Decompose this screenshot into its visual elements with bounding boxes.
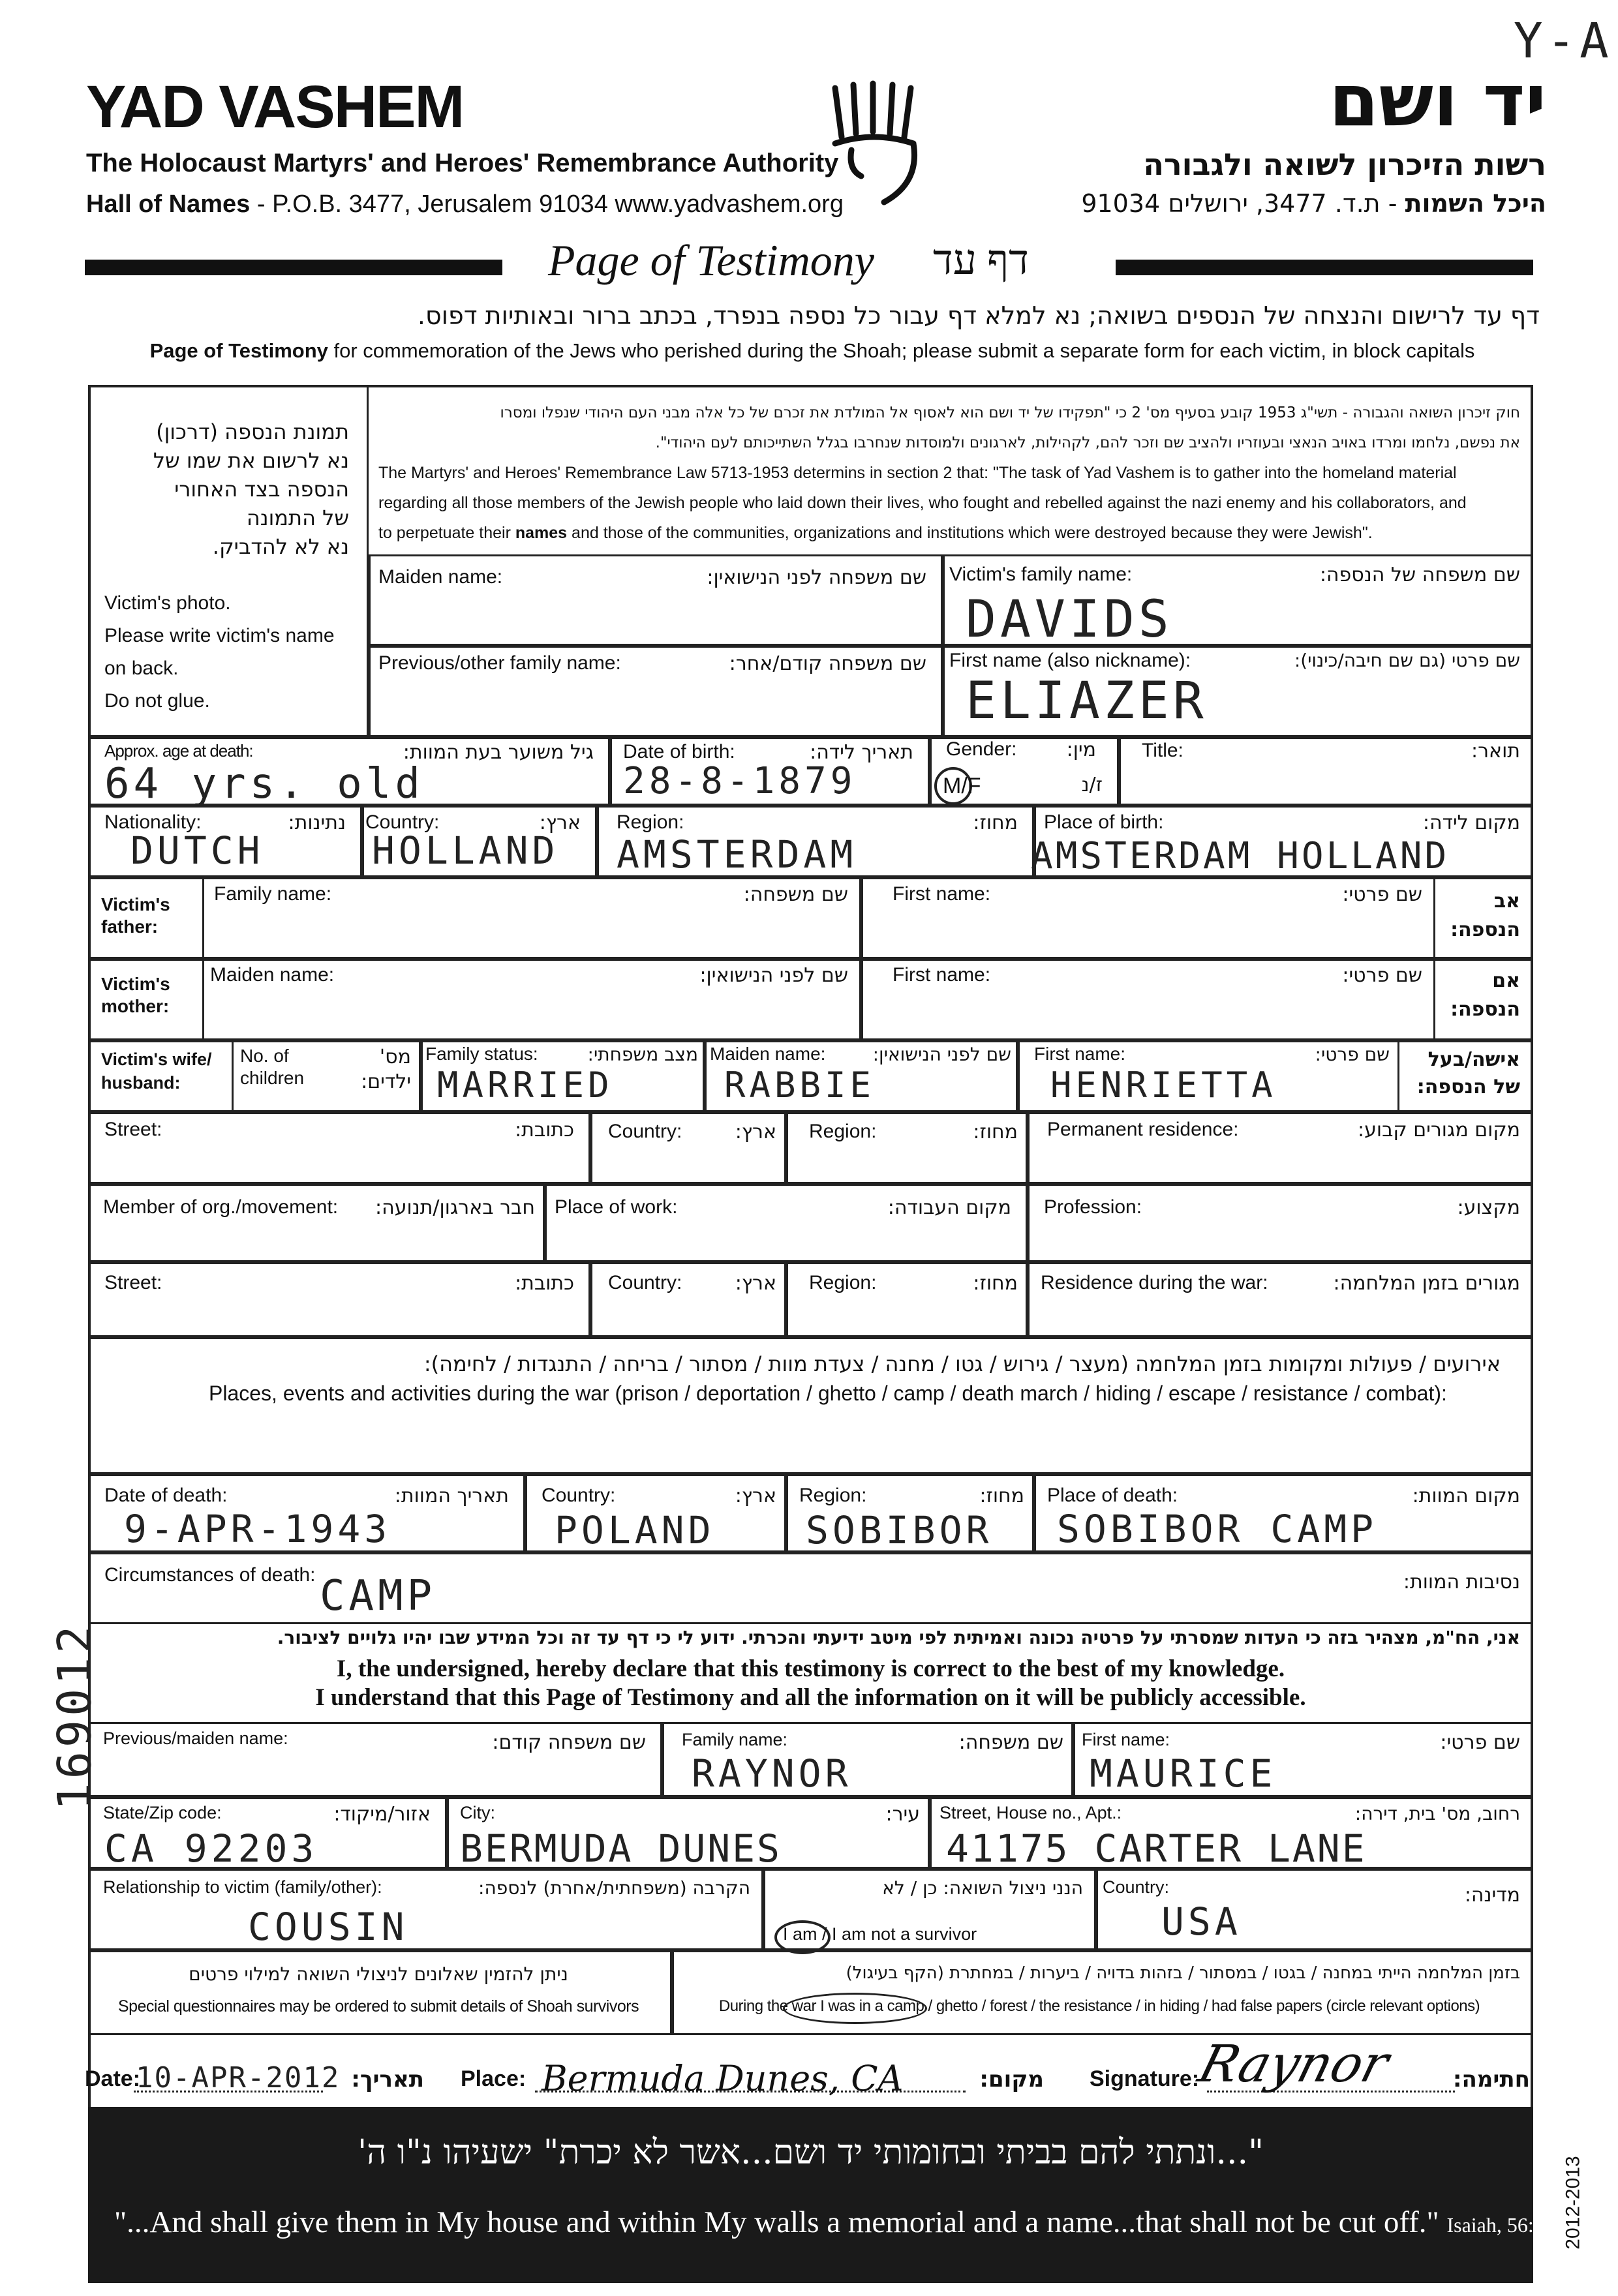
submitter-family-label: Family name:	[682, 1730, 788, 1749]
survivor-heb-label: הנני ניצול השואה: כן / לא	[882, 1877, 1083, 1899]
mother-side-label: Victim's mother:	[101, 974, 170, 1016]
title-rule-right	[1116, 260, 1533, 275]
family-status-heb-label: מצב משפחתי:	[587, 1044, 698, 1065]
war-status-heb: בזמן המלחמה הייתי במחנה / בגטו / במסתור / בזהות בדויה / ביערות / במחתרת (הקף בעיגול)	[846, 1963, 1520, 1983]
yad-vashem-logo-icon	[822, 78, 933, 209]
war-country-heb-label: ארץ:	[735, 1272, 776, 1295]
form-title: Page of Testimony	[548, 235, 874, 285]
country-label: Country:	[365, 811, 440, 833]
title-rule-left	[85, 260, 502, 275]
title-label: Title:	[1142, 740, 1183, 761]
residence-street-label: Street:	[104, 1119, 162, 1140]
place-of-work-heb-label: מקום העבודה:	[887, 1196, 1011, 1219]
family-status-label: Family status:	[425, 1044, 538, 1064]
place-of-death-value: SOBIBOR CAMP	[1057, 1507, 1378, 1551]
photo-en-2: Please write victim's name	[104, 625, 335, 646]
mother-first-heb-label: שם פרטי:	[1342, 964, 1422, 987]
date-of-death-label: Date of death:	[104, 1485, 228, 1506]
war-region-label: Region:	[809, 1272, 877, 1293]
war-events-label: Places, events and activities during the war (prison / deportation / ghetto / camp / death march / hiding / escape / resistance / combat):	[209, 1382, 1447, 1405]
submitter-city-label: City:	[460, 1803, 495, 1822]
circumstances-value: CAMP	[320, 1572, 436, 1620]
submitter-family-heb-label: שם משפחה:	[958, 1731, 1063, 1754]
death-country-label: Country:	[542, 1485, 616, 1506]
profession-heb-label: מקצוע:	[1457, 1196, 1520, 1219]
submitter-city-heb-label: עיר:	[885, 1803, 920, 1826]
spouse-side-label: Victim's wife/ husband:	[101, 1050, 212, 1093]
nationality-value: DUTCH	[130, 828, 264, 873]
mother-maiden-heb-label: שם לפני הנישואין:	[699, 964, 848, 987]
organization-heb-label: חבר בארגון/תנועה:	[375, 1196, 535, 1219]
father-first-label: First name:	[893, 883, 991, 905]
date-value[interactable]: 10-APR-2012	[136, 2061, 341, 2094]
photo-en-3: on back.	[104, 657, 179, 679]
spouse-maiden-heb-label: שם לפני הנישואין:	[872, 1044, 1011, 1065]
organization-label: Member of org./movement:	[103, 1196, 339, 1218]
relationship-value: COUSIN	[248, 1905, 408, 1949]
dob-value: 28-8-1879	[623, 760, 857, 802]
maiden-name-label: Maiden name:	[378, 566, 503, 588]
age-heb-label: גיל משוער בעת המוות:	[403, 741, 594, 764]
photo-heb-2: נא לרשום את שמו של	[153, 448, 349, 473]
place-of-death-label: Place of death:	[1047, 1485, 1178, 1506]
permanent-residence-label: Permanent residence:	[1047, 1119, 1239, 1140]
organization-field[interactable]	[88, 1184, 545, 1262]
father-first-heb-label: שם פרטי:	[1342, 883, 1422, 906]
war-region-heb-label: מחוז:	[973, 1272, 1018, 1295]
signature-label: Signature:	[1090, 2066, 1200, 2091]
intro-text: for commemoration of the Jews who perished during the Shoah; please submit a separate form for each victim, in block capitals	[328, 339, 1475, 362]
submitter-city-value: BERMUDA DUNES	[460, 1826, 782, 1871]
declaration-hebrew: אני, הח"מ, מצהיר בזה כי העדות שמסרתי על פרטיה נכונה ואמיתית לפי מיטב ידיעתי והכרתי. ידוע לי כי דף עד זה וכל המידע שבו יהיו גלויים לציבור.	[277, 1627, 1520, 1648]
place-heb-label: מקום:	[979, 2066, 1044, 2092]
submitter-country-label: Country:	[1103, 1877, 1170, 1897]
survivor-am-option: I am	[783, 1924, 817, 1944]
quote-english-line	[114, 2205, 1544, 2240]
gender-heb-label: מין:	[1066, 738, 1096, 761]
first-name-value: ELIAZER	[966, 672, 1208, 731]
signature-heb-label: חתימה:	[1452, 2066, 1530, 2092]
photo-heb-5: נא לא להדביק.	[212, 534, 349, 559]
hall-of-names-hebrew: היכל השמות	[1405, 189, 1546, 218]
spouse-first-value: HENRIETTA	[1050, 1065, 1277, 1106]
war-events-heb-label: אירועים / פעולות ומקומות בזמן המלחמה (מעצר / גירוש / גטו / מחנה / צעדת מוות / מסתור / בריחה / התנגדות / לחימה):	[423, 1352, 1501, 1376]
place-of-work-label: Place of work:	[555, 1196, 678, 1218]
org-name: YAD VASHEM	[86, 74, 464, 140]
place-of-birth-label: Place of birth:	[1044, 811, 1164, 833]
death-region-heb-label: מחוז:	[979, 1485, 1024, 1507]
first-name-label: First name (also nickname):	[949, 650, 1191, 671]
residence-country-label: Country:	[608, 1121, 682, 1142]
spouse-maiden-value: RABBIE	[724, 1065, 876, 1106]
date-label: Date:	[85, 2066, 141, 2091]
mother-maiden-label: Maiden name:	[210, 964, 335, 986]
residence-region-label: Region:	[809, 1121, 877, 1142]
law-heb-1: חוק זיכרון השואה והגבורה - תשי"ג 1953 קובע בסעיף מס' 2 כי "תפקידו של יד ושם הוא לאסוף אל המולדת את זכרם של כל אלה מבני העם היהודי שנפלו ומסרו	[500, 404, 1520, 421]
submitter-family-value: RAYNOR	[692, 1751, 852, 1796]
permanent-residence-heb-label: מקום מגורים קבוע:	[1358, 1119, 1520, 1141]
date-of-death-value: 9-APR-1943	[124, 1507, 391, 1551]
place-of-birth-heb-label: מקום לידה:	[1422, 811, 1520, 834]
submitter-zip-heb-label: אזור/מיקוד:	[333, 1803, 431, 1826]
submitter-first-value: MAURICE	[1090, 1751, 1277, 1796]
children-heb-label: מס' ילדים:	[361, 1046, 411, 1093]
title-heb-label: תואר:	[1471, 740, 1520, 763]
profession-label: Profession:	[1044, 1196, 1142, 1218]
submitter-country-heb-label: מדינה:	[1464, 1884, 1520, 1907]
residence-country-heb-label: ארץ:	[735, 1121, 776, 1143]
photo-heb-3: הנספה בצד האחורי	[174, 477, 349, 502]
place-label: Place:	[461, 2066, 527, 2091]
death-region-label: Region:	[799, 1485, 867, 1506]
death-region-value: SOBIBOR	[806, 1508, 993, 1552]
spouse-first-heb-label: שם פרטי:	[1315, 1044, 1390, 1065]
relationship-label: Relationship to victim (family/other):	[103, 1877, 382, 1897]
hall-address: - P.O.B. 3477, Jerusalem 91034 www.yadvashem.org	[250, 190, 844, 218]
place-of-work-field[interactable]	[545, 1184, 1028, 1262]
death-country-heb-label: ארץ:	[735, 1485, 776, 1507]
father-side-heb-label: אב הנספה:	[1450, 890, 1520, 941]
previous-name-heb-label: שם משפחה קודם/אחר:	[729, 652, 926, 675]
previous-name-label: Previous/other family name:	[378, 652, 621, 674]
country-heb-label: ארץ:	[539, 811, 581, 834]
children-label: No. of children	[240, 1046, 305, 1088]
residence-street-heb-label: כתובת:	[515, 1119, 574, 1141]
region-label: Region:	[617, 811, 684, 833]
first-name-heb-label: שם פרטי (גם שם חיבה/כינוי):	[1294, 650, 1520, 671]
submitter-street-heb-label: רחוב, מס' בית, דירה:	[1354, 1803, 1520, 1824]
age-label: Approx. age at death:	[104, 741, 253, 761]
law-heb-2: את נפשם, נלחמו ומרדו באויב הנאצי ובעוזריו ולהציב שם וזכר להם, לקהילות, לארגונים ולמוסדות שנחרבו בגלל השתייכותם לעם היהודי".	[655, 434, 1520, 451]
intro-bold: Page of Testimony	[149, 339, 328, 362]
war-country-label: Country:	[608, 1272, 682, 1293]
declaration-line-1: I, the undersigned, hereby declare that this testimony is correct to the best of my knowledge.	[336, 1655, 1285, 1682]
spouse-side-heb-label: אישה/בעל של הנספה:	[1416, 1048, 1520, 1098]
nationality-label: Nationality:	[104, 811, 202, 833]
signature-value[interactable]: Raynor	[1192, 2035, 1395, 2094]
maiden-name-heb-label: שם משפחה לפני הנישואין:	[707, 566, 926, 589]
law-en-3c: and those of the communities, organizations and institutions which were destroyed because they were Jewish".	[567, 524, 1373, 542]
family-name-heb-label: שם משפחה של הנספה:	[1319, 564, 1520, 586]
relationship-heb-label: הקרבה (משפחתית/אחרת) לנספה:	[478, 1877, 750, 1899]
war-street-heb-label: כתובת:	[515, 1272, 574, 1295]
submitter-zip-value: CA 92203	[104, 1826, 318, 1871]
law-en-2: regarding all those members of the Jewish people who laid down their lives, who fought and rebelled against the nazi enemy and his collaborators, and	[378, 494, 1467, 512]
father-family-label: Family name:	[214, 883, 332, 905]
mother-first-label: First name:	[893, 964, 991, 986]
gender-options-heb: ז/נ	[1081, 774, 1103, 796]
declaration-line-2: I understand that this Page of Testimony and all the information on it will be publicly accessible.	[315, 1684, 1306, 1711]
place-value[interactable]: Bermuda Dunes, CA	[542, 2058, 904, 2099]
submitter-previous-label: Previous/maiden name:	[103, 1729, 288, 1748]
photo-en-4: Do not glue.	[104, 690, 210, 712]
submitter-zip-label: State/Zip code:	[103, 1803, 222, 1822]
age-value: 64 yrs. old	[104, 760, 424, 808]
spouse-first-label: First name:	[1034, 1044, 1126, 1064]
submitter-street-label: Street, House no., Apt.:	[939, 1803, 1122, 1822]
region-value: AMSTERDAM	[617, 832, 857, 877]
date-heb-label: תאריך:	[351, 2066, 424, 2092]
spouse-maiden-label: Maiden name:	[710, 1044, 826, 1064]
questionnaire-text: Special questionnaires may be ordered to submit details of Shoah survivors	[117, 1997, 639, 2016]
quote-reference: Isaiah, 56:5	[1446, 2213, 1544, 2237]
intro-hebrew: דף עד לרישום והנצחה של הנספים בשואה; נא למלא דף עבור כל נספה בנפרד, בכתב ברור ובאותיות דפוס.	[417, 301, 1540, 330]
org-name-hebrew: יד ושם	[1328, 59, 1546, 142]
year-tag: 2012-2013	[1562, 2156, 1584, 2250]
corner-handwritten-mark: Y-A	[1514, 13, 1613, 69]
questionnaire-heb: ניתן להזמין שאלונים לניצולי השואה למילוי פרטים	[189, 1963, 568, 1985]
circumstances-label: Circumstances of death:	[104, 1564, 316, 1586]
submitter-previous-heb-label: שם משפחה קודם:	[492, 1731, 646, 1754]
mother-side-heb-label: אם הנספה:	[1450, 969, 1520, 1021]
family-status-value: MARRIED	[437, 1065, 613, 1106]
circumstances-heb-label: נסיבות המוות:	[1403, 1571, 1520, 1594]
place-of-death-heb-label: מקום המוות:	[1412, 1485, 1520, 1507]
war-residence-heb-label: מגורים בזמן המלחמה:	[1333, 1272, 1520, 1295]
war-residence-label: Residence during the war:	[1041, 1272, 1268, 1293]
family-name-label: Victim's family name:	[949, 564, 1133, 585]
law-en-3a: to perpetuate their	[378, 524, 515, 542]
survivor-not-option: / I am not a survivor	[822, 1924, 977, 1944]
quote-english: "...And shall give them in My house and within My walls a memorial and a name...that shall not be cut off."	[114, 2205, 1439, 2239]
quote-banner	[88, 2107, 1544, 2283]
profession-field[interactable]	[1028, 1184, 1533, 1262]
quote-hebrew: "...ונתתי להם בביתי ובחומותי יד ושם...אשר לא יכרת" ישעיהו נ"ו ה'	[358, 2133, 1264, 2172]
law-en-3b: names	[515, 524, 568, 542]
submitter-first-heb-label: שם פרטי:	[1440, 1731, 1520, 1754]
residence-region-heb-label: מחוז:	[973, 1121, 1018, 1143]
war-street-label: Street:	[104, 1272, 162, 1293]
submitter-street-value: 41175 CARTER LANE	[946, 1826, 1367, 1871]
law-en-1: The Martyrs' and Heroes' Remembrance Law 5713-1953 determins in section 2 that: "The task of Yad Vashem is to gather into the homeland material	[378, 464, 1457, 482]
gender-options: M/F	[943, 774, 981, 798]
nationality-heb-label: נתינות:	[288, 811, 346, 834]
death-country-value: POLAND	[555, 1508, 715, 1552]
hall-address-hebrew: - ת.ד. 3477, ירושלים 91034	[1081, 189, 1405, 218]
hall-of-names-label: Hall of Names	[86, 190, 251, 218]
country-value: HOLLAND	[372, 828, 559, 873]
declaration	[88, 1624, 1533, 1722]
father-side-label: Victim's father:	[101, 894, 170, 937]
form-title-hebrew: דף עד	[933, 237, 1029, 283]
war-status-circle-mark	[783, 1993, 927, 2024]
place-of-birth-value: AMSTERDAM HOLLAND	[1031, 835, 1450, 877]
photo-heb-1: תמונת הנספה (דרכון)	[156, 419, 349, 444]
date-of-death-heb-label: תאריך המוות:	[394, 1485, 509, 1507]
family-name-value: DAVIDS	[966, 590, 1173, 649]
photo-en-1: Victim's photo.	[104, 592, 231, 614]
gender-label: Gender:	[946, 738, 1017, 760]
war-status-text: During the war I was in a camp / ghetto / forest / the resistance / in hiding / had false papers (circle relevant options)	[718, 1997, 1480, 2015]
org-subtitle-hebrew: רשות הזיכרון לשואה ולגבורה	[1143, 147, 1546, 182]
father-family-heb-label: שם משפחה:	[743, 883, 848, 906]
org-subtitle: The Holocaust Martyrs' and Heroes' Remembrance Authority	[86, 149, 839, 177]
dob-label: Date of birth:	[623, 741, 735, 763]
submitter-first-label: First name:	[1082, 1730, 1170, 1749]
side-reference-number: 169012	[48, 1622, 102, 1811]
photo-heb-4: של התמונה	[246, 506, 349, 530]
region-heb-label: מחוז:	[973, 811, 1018, 834]
submitter-country-value: USA	[1161, 1899, 1242, 1944]
dob-heb-label: תאריך לידה:	[810, 741, 913, 764]
